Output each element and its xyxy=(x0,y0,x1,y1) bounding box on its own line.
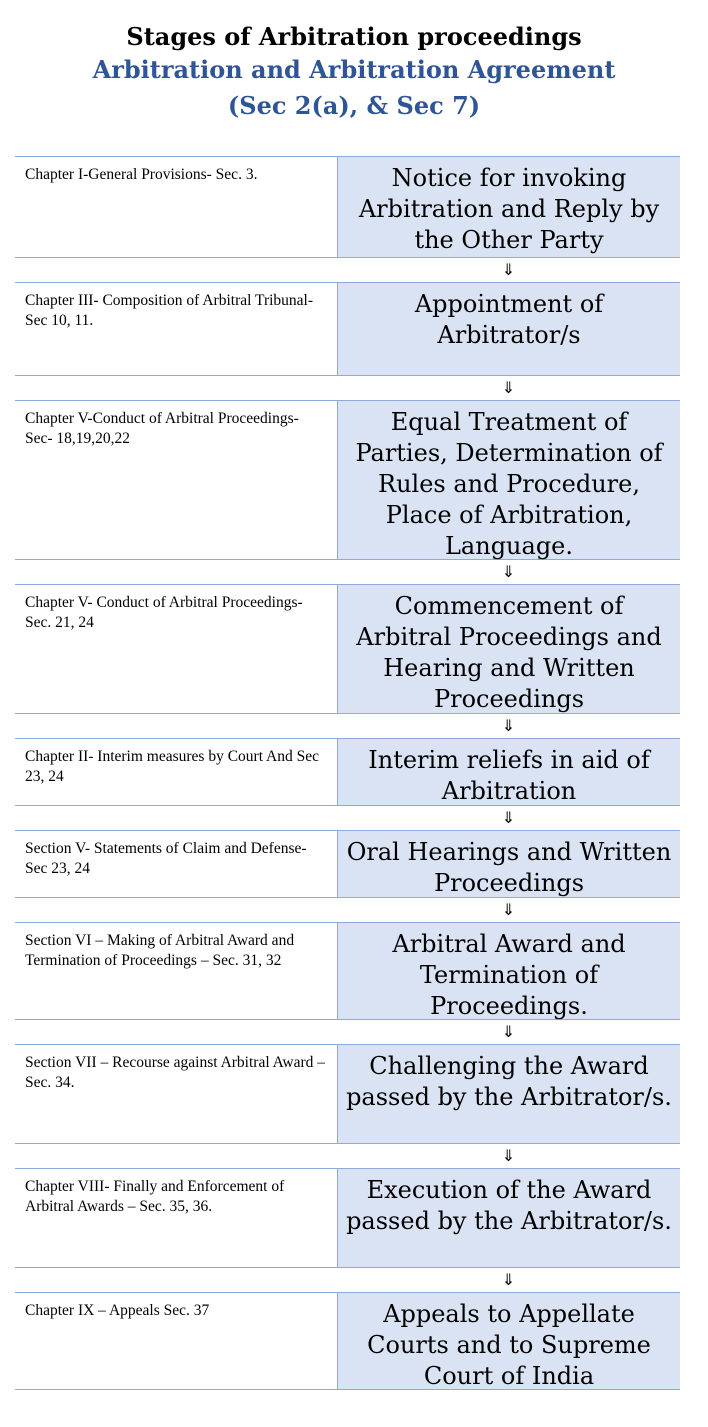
stage-cell: Equal Treatment of Parties, Determination of Rules and Procedure, Place of Arbitration, Language. xyxy=(337,401,680,559)
arrow-row xyxy=(15,1143,680,1168)
down-arrow-icon: ⇓ xyxy=(501,716,516,735)
provision-cell: Section VI – Making of Arbitral Award and Termination of Proceedings – Sec. 31, 32 xyxy=(25,932,295,969)
arrow-row xyxy=(15,559,680,584)
provision-cell: Chapter II- Interim measures by Court And Sec 23, 24 xyxy=(25,748,319,785)
stage-row-1 xyxy=(15,156,680,257)
down-arrow-icon: ⇓ xyxy=(501,900,516,919)
title-block xyxy=(0,0,708,124)
provision-cell: Chapter III- Composition of Arbitral Tribunal- Sec 10, 11. xyxy=(25,292,314,329)
down-arrow-icon: ⇓ xyxy=(501,1146,516,1165)
stage-row-4 xyxy=(15,584,680,713)
provision-cell: Section V- Statements of Claim and Defense- Sec 23, 24 xyxy=(25,840,307,877)
subtitle-line-1: Arbitration and Arbitration Agreement xyxy=(92,55,616,84)
provision-cell: Chapter IX – Appeals Sec. 37 xyxy=(25,1302,210,1319)
down-arrow-icon: ⇓ xyxy=(501,808,516,827)
arrow-row xyxy=(15,897,680,922)
stage-row-9 xyxy=(15,1168,680,1267)
down-arrow-icon: ⇓ xyxy=(501,562,516,581)
page-title: Stages of Arbitration proceedings xyxy=(126,22,582,51)
stage-cell: Appointment of Arbitrator/s xyxy=(337,283,680,375)
stage-cell: Challenging the Award passed by the Arbitrator/s. xyxy=(337,1045,680,1143)
provision-cell: Section VII – Recourse against Arbitral Award – Sec. 34. xyxy=(25,1054,326,1091)
arrow-row xyxy=(15,257,680,282)
down-arrow-icon: ⇓ xyxy=(501,378,516,397)
stage-row-7 xyxy=(15,922,680,1019)
stage-row-6 xyxy=(15,830,680,897)
stage-row-2 xyxy=(15,282,680,375)
provision-cell: Chapter V- Conduct of Arbitral Proceedings- Sec. 21, 24 xyxy=(25,594,303,631)
stage-cell: Arbitral Award and Termination of Proceedings. xyxy=(337,923,680,1019)
stage-row-5 xyxy=(15,738,680,805)
arrow-row xyxy=(15,1019,680,1044)
down-arrow-icon: ⇓ xyxy=(501,260,516,279)
stage-cell: Execution of the Award passed by the Arbitrator/s. xyxy=(337,1169,680,1267)
stage-cell: Notice for invoking Arbitration and Reply by the Other Party xyxy=(337,157,680,257)
stage-cell: Appeals to Appellate Courts and to Supreme Court of India xyxy=(337,1293,680,1389)
arrow-row xyxy=(15,805,680,830)
stage-row-10 xyxy=(15,1292,680,1390)
stage-cell: Interim reliefs in aid of Arbitration xyxy=(337,739,680,805)
arrow-row xyxy=(15,375,680,400)
stage-cell: Oral Hearings and Written Proceedings xyxy=(337,831,680,897)
subtitle-line-2: (Sec 2(a), & Sec 7) xyxy=(227,91,481,120)
stages-table xyxy=(15,156,680,1390)
provision-cell: Chapter V-Conduct of Arbitral Proceedings- Sec- 18,19,20,22 xyxy=(25,410,299,447)
arrow-row xyxy=(15,713,680,738)
stage-row-8 xyxy=(15,1044,680,1143)
stage-cell: Commencement of Arbitral Proceedings and Hearing and Written Proceedings xyxy=(337,585,680,713)
provision-cell: Chapter I-General Provisions- Sec. 3. xyxy=(25,166,258,183)
down-arrow-icon: ⇓ xyxy=(501,1270,516,1289)
down-arrow-icon: ⇓ xyxy=(501,1022,516,1041)
arrow-row xyxy=(15,1267,680,1292)
provision-cell: Chapter VIII- Finally and Enforcement of Arbitral Awards – Sec. 35, 36. xyxy=(25,1178,285,1215)
stage-row-3 xyxy=(15,400,680,559)
